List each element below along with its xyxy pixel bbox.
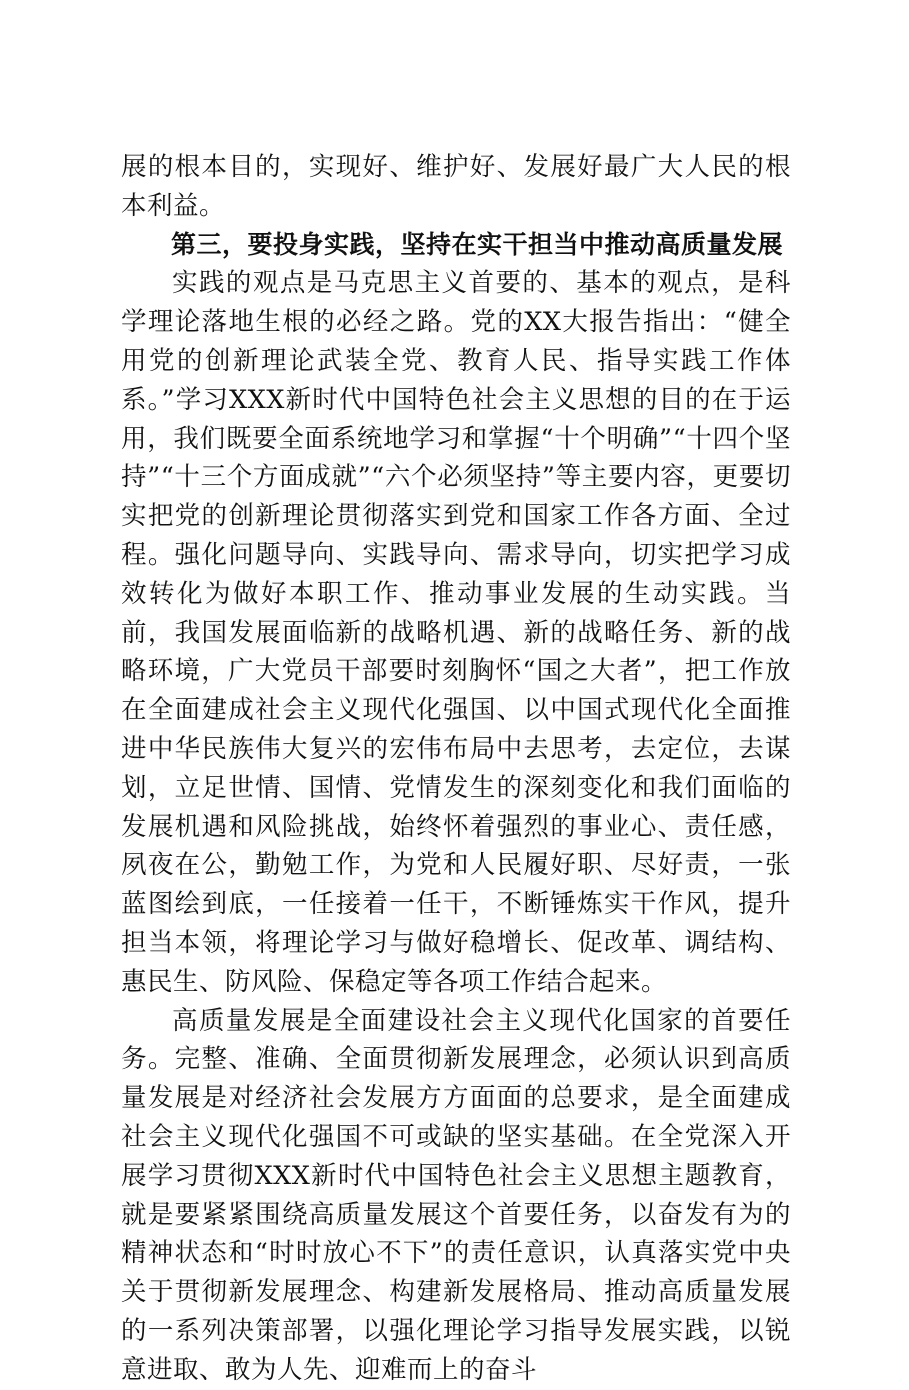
paragraph-continued: 展的根本目的，实现好、维护好、发展好最广大人民的根本利益。 (121, 152, 791, 221)
paragraph-high-quality-development: 高质量发展是全面建设社会主义现代化国家的首要任务。完整、准确、全面贯彻新发展理念，必须认识到高质量发展是对经济社会发展方方面面的总要求，是全面建成社会主义现代化强国不可或缺的坚实基础。在全党深入开展学习贯彻XXX新时代中国特色社会主义思想主题教育，就是要紧紧围绕高质量发展这个首要任务，以奋发有为的精神状态和“时时放心不下”的责任意识，认真落实党中央关于贯彻新发展理念、构建新发展格局、推动高质量发展的一系列决策部署，以强化理论学习指导发展实践，以锐意进取、敢为人先、迎难而上的奋斗 (121, 1005, 791, 1385)
section-heading: 第三，要投身实践，坚持在实干担当中推动高质量发展 (171, 229, 784, 259)
paragraph-practice: 实践的观点是马克思主义首要的、基本的观点，是科学理论落地生根的必经之路。党的XX大报告指出：“健全用党的创新理论武装全党、教育人民、指导实践工作体系。”学习XXX新时代中国特色社会主义思想的目的在于运用，我们既要全面系统地学习和掌握“十个明确”“十四个坚持”“十三个方面成就”“六个必须坚持”等主要内容，更要切实把党的创新理论贯彻落实到党和国家工作各方面、全过程。强化问题导向、实践导向、需求导向，切实把学习成效转化为做好本职工作、推动事业发展的生动实践。当前，我国发展面临新的战略机遇、新的战略任务、新的战略环境，广大党员干部要时刻胸怀“国之大者”，把工作放在全面建成社会主义现代化强国、以中国式现代化全面推进中华民族伟大复兴的宏伟布局中去思考，去定位，去谋划，立足世情、国情、党情发生的深刻变化和我们面临的发展机遇和风险挑战，始终怀着强烈的事业心、责任感，夙夜在公，勤勉工作，为党和人民履好职、尽好责，一张蓝图绘到底，一任接着一任干，不断锤炼实干作风，提升担当本领，将理论学习与做好稳增长、促改革、调结构、惠民生、防风险、保稳定等各项工作结合起来。 (121, 268, 791, 997)
document-body (121, 148, 791, 1390)
